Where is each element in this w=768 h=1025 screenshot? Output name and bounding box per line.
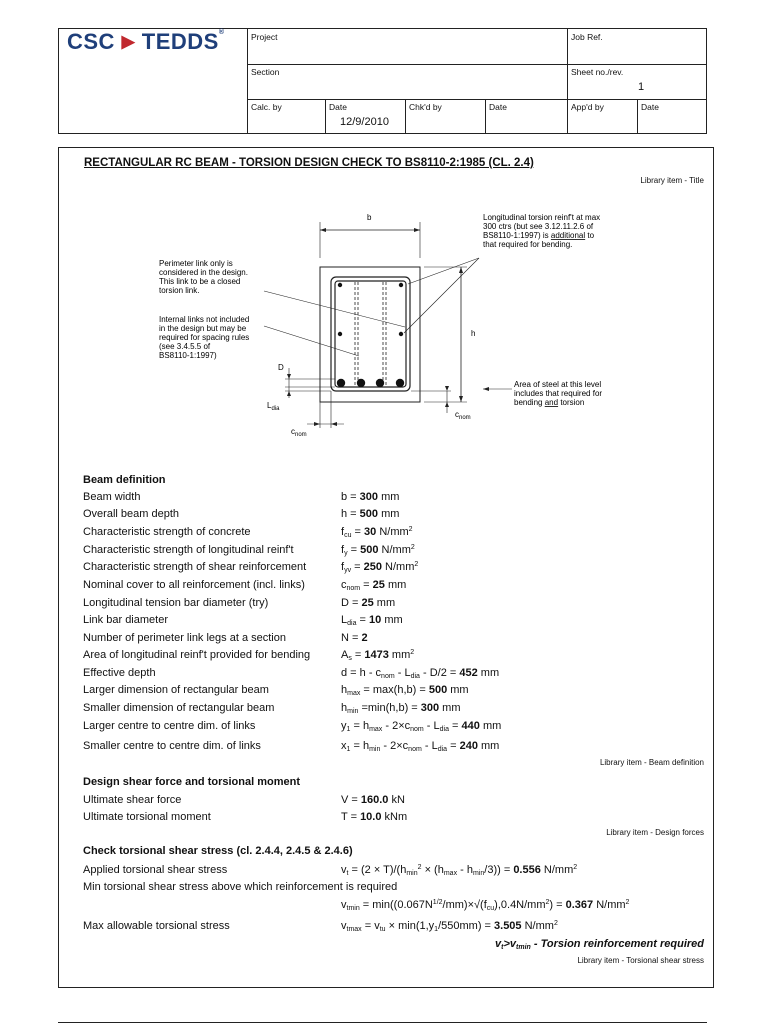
library-item-beam-definition: Library item - Beam definition: [599, 758, 704, 767]
arrow-icon: [314, 422, 320, 426]
header-table: [58, 28, 707, 134]
section-cell: Section: [247, 64, 567, 99]
bottom-bar: [396, 379, 404, 387]
row-value: $h_{min} =\min(h,b) = 300$ mm: [341, 702, 461, 715]
sheet-cell: Sheet no./rev. 1: [567, 64, 707, 99]
row-label: Smaller dimension of rectangular beam: [83, 702, 275, 714]
row-value: $y_1 = h_{max} - 2\times c_{nom} - L_{dia} = 440$ mm: [341, 720, 502, 733]
jobref-cell: Job Ref.: [567, 29, 707, 64]
row-label: Effective depth: [83, 667, 156, 679]
max-stress-value: $v_{tmax} = v_{tu} \times \min(1,y_1/550mm) = 3.505$ $N/mm^2$: [341, 920, 558, 933]
beam-definition-heading: Beam definition: [83, 474, 166, 486]
row-label: Link bar diameter: [83, 614, 168, 626]
row-value: $A_s = 1473$ $mm^2$: [341, 649, 415, 662]
arrow-icon: [483, 387, 489, 391]
arrow-icon: [287, 391, 291, 396]
row-label: Number of perimeter link legs at a section: [83, 632, 286, 644]
date-value: 12/9/2010: [340, 116, 389, 128]
row-value: D = 25 mm: [341, 597, 396, 609]
row-value: $L_{dia} = 10$ mm: [341, 614, 403, 627]
library-item-title: Library item - Title: [640, 176, 704, 185]
arrow-icon: [459, 267, 463, 273]
design-forces-heading: Design shear force and torsional moment: [83, 776, 300, 788]
arrow-icon: [331, 422, 337, 426]
sheet-value: 1: [638, 81, 645, 93]
applied-stress-value: $v_t = (2 \times T)/(h_{min}^2 \times (h_{max} - h_{min}/3)) = 0.556$ $N/mm^2$: [341, 864, 578, 877]
arrow-icon: [287, 374, 291, 379]
side-bar: [399, 332, 403, 336]
row-label: Ultimate shear force: [83, 794, 182, 806]
row-value: $f_{yv} = 250$ $N/mm^2$: [341, 561, 419, 574]
perimeter-link: [331, 277, 410, 391]
arrow-icon: [445, 402, 449, 407]
bottom-bar: [337, 379, 345, 387]
row-label: Beam width: [83, 491, 141, 503]
leader-line: [264, 326, 359, 356]
leader-line: [408, 258, 479, 284]
D-label: D: [278, 363, 284, 372]
arrow-icon: [445, 386, 449, 391]
row-value: $h_{max} = \max(h,b) = 500$ mm: [341, 684, 469, 697]
cnom-bottom-label: $c_{nom}$: [291, 427, 307, 438]
chkd-cell: Chk'd by: [405, 99, 485, 134]
library-item-design-forces: Library item - Design forces: [606, 828, 704, 837]
cnom-right-label: $c_{nom}$: [455, 410, 471, 421]
perimeter-link-inner: [335, 281, 406, 387]
L-dia-label: $L_{dia}$: [267, 401, 280, 412]
bottom-bar: [357, 379, 365, 387]
row-value: $c_{nom} = 25$ mm: [341, 579, 407, 592]
torsion-result: $v_t>v_{tmin}$ - Torsion reinforcement required: [495, 938, 704, 951]
project-cell: Project: [247, 29, 567, 64]
row-label: Larger centre to centre dim. of links: [83, 720, 256, 732]
csc-tedds-logo: CSC ▶ TEDDS®: [67, 29, 225, 54]
annotation-area-steel: Area of steel at this level includes that required for bending and torsion: [514, 380, 603, 407]
date-cell: Date 12/9/2010: [325, 99, 405, 134]
row-value: $x_1 = h_{min} - 2\times c_{nom} - L_{dia} = 240$ mm: [341, 740, 500, 753]
row-label: Overall beam depth: [83, 508, 179, 520]
row-label: Nominal cover to all reinforcement (incl. links): [83, 579, 305, 591]
library-item-torsional-shear-stress: Library item - Torsional shear stress: [577, 956, 704, 965]
annotation-perimeter-link: Perimeter link only is considered in the design. This link to be a closed torsion link.: [159, 259, 248, 295]
row-value: b = 300 mm: [341, 491, 400, 503]
row-value: T = 10.0 kNm: [341, 811, 408, 823]
row-label: Smaller centre to centre dim. of links: [83, 740, 261, 752]
min-stress-label: Min torsional shear stress above which reinforcement is required: [83, 881, 398, 893]
row-label: Area of longitudinal reinf't provided for bending: [83, 649, 311, 661]
row-label: Characteristic strength of shear reinforcement: [83, 561, 307, 573]
row-value: $d = h - c_{nom} - L_{dia} - D/2 = 452$ mm: [341, 667, 500, 680]
row-label: Longitudinal tension bar diameter (try): [83, 597, 269, 609]
play-icon: ▶: [121, 32, 136, 51]
row-value: N = 2: [341, 632, 368, 644]
arrow-icon: [459, 396, 463, 402]
top-bar: [338, 283, 342, 287]
row-label: Characteristic strength of concrete: [83, 526, 251, 538]
row-label: Characteristic strength of longitudinal reinf't: [83, 544, 294, 556]
date3-cell: Date: [637, 99, 707, 134]
annotation-internal-links: Internal links not included in the design but may be required for spacing rules (see 3.4.5.5 of BS8110-1:1997): [159, 315, 250, 360]
top-bar: [399, 283, 403, 287]
applied-stress-label: Applied torsional shear stress: [83, 864, 228, 876]
calculation-sheet: [58, 147, 714, 988]
arrow-icon: [320, 228, 326, 232]
beam-section-diagram: [59, 198, 715, 448]
page-title: RECTANGULAR RC BEAM - TORSION DESIGN CHECK TO BS8110-2:1985 (CL. 2.4): [84, 157, 534, 169]
row-value: V = 160.0 kN: [341, 794, 405, 806]
leader-line: [404, 258, 479, 333]
bottom-bar: [376, 379, 384, 387]
torsion-check-heading: Check torsional shear stress (cl. 2.4.4, 2.4.5 & 2.4.6): [83, 845, 353, 857]
appd-cell: App'd by: [567, 99, 637, 134]
side-bar: [338, 332, 342, 336]
row-label: Larger dimension of rectangular beam: [83, 684, 269, 696]
date2-cell: Date: [485, 99, 567, 134]
arrow-icon: [414, 228, 420, 232]
min-stress-value: $v_{tmin} = \min((0.067N^{1/2}/mm)\times√(f_{cu}),0.4N/mm^2) = 0.367$ $N/mm^2$: [341, 899, 630, 912]
max-stress-label: Max allowable torsional stress: [83, 920, 230, 932]
h-label: h: [471, 329, 476, 338]
b-label: b: [367, 213, 372, 222]
calcby-cell: Calc. by: [247, 99, 325, 134]
row-value: $f_{cu} = 30$ $N/mm^2$: [341, 526, 413, 539]
row-label: Ultimate torsional moment: [83, 811, 211, 823]
annotation-longitudinal: Longitudinal torsion reinf't at max 300 ctrs (but see 3.12.11.2.6 of BS8110-1:1997) is additional to that required for bending.: [483, 213, 601, 249]
row-value: $f_y = 500$ $N/mm^2$: [341, 544, 415, 557]
row-value: h = 500 mm: [341, 508, 400, 520]
